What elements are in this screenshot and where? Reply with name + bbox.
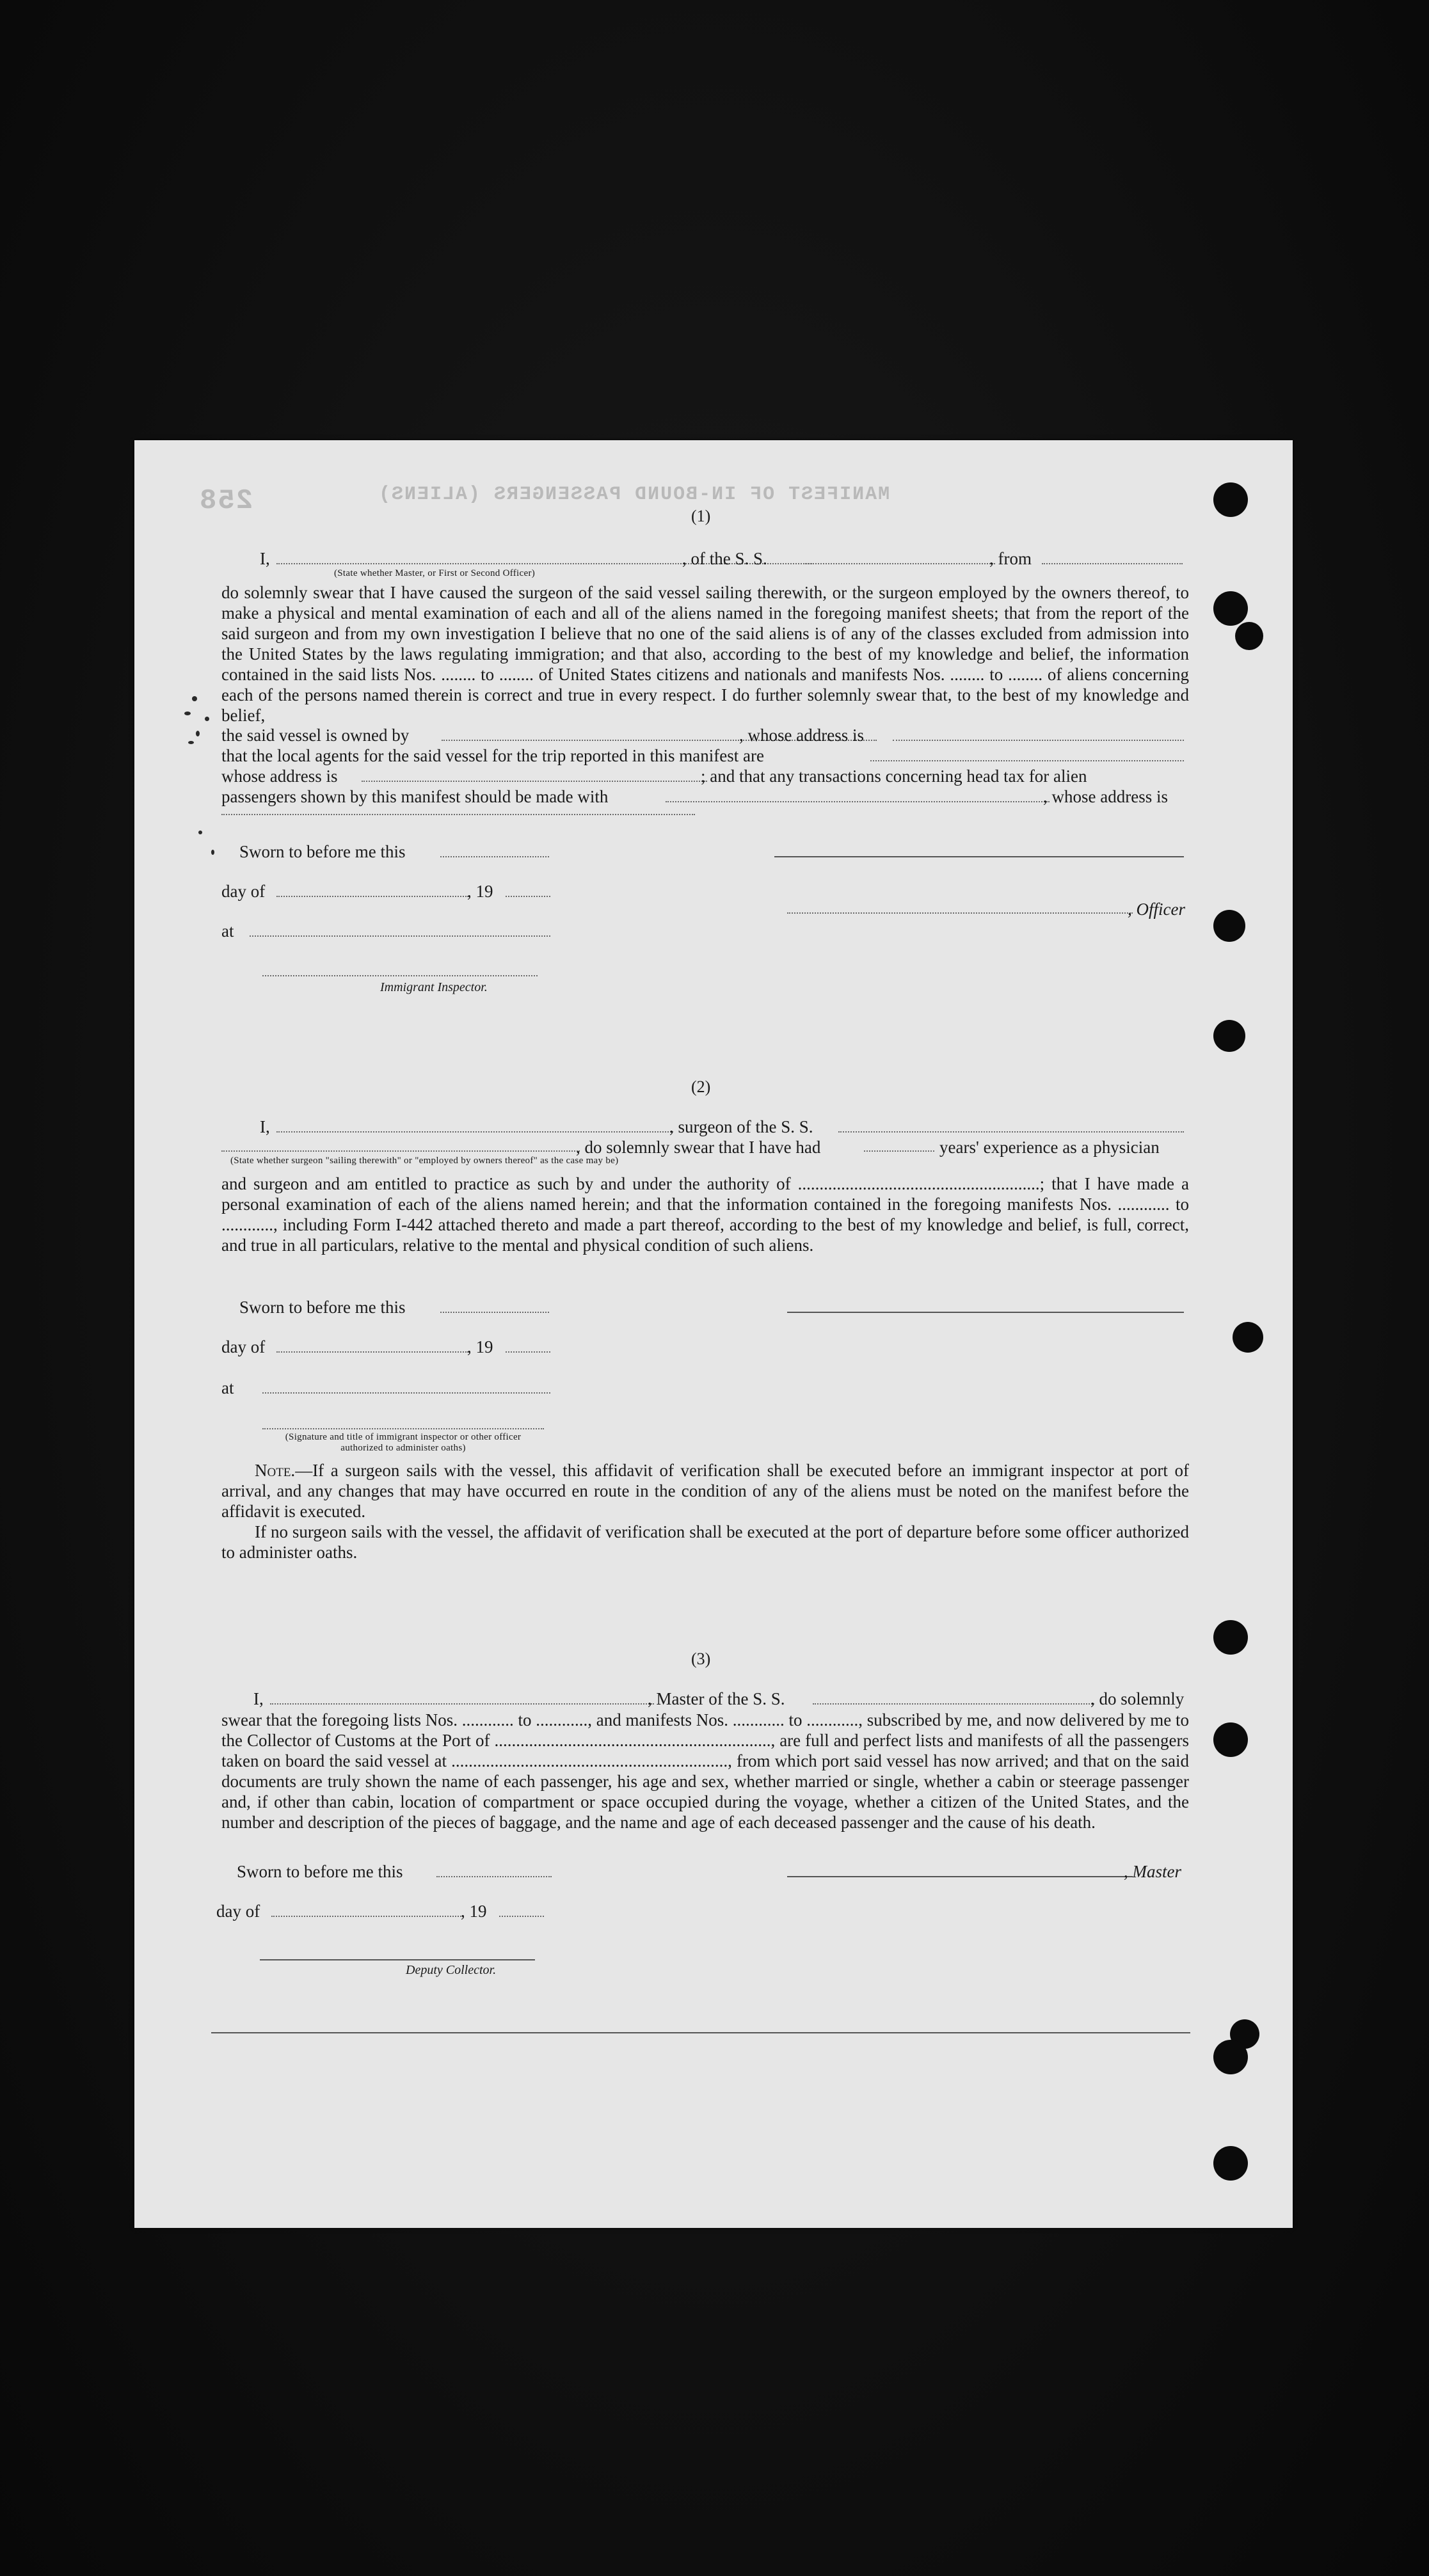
- note-text-2: If no surgeon sails with the vessel, the affidavit of verification shall be executed at the port of departure before some officer authorized to administer oaths.: [221, 1522, 1189, 1562]
- deputy-collector-caption: Deputy Collector.: [406, 1963, 497, 1977]
- at-label: at: [221, 921, 234, 941]
- surgeon-signature-line: [787, 1312, 1184, 1313]
- punch-hole: [1213, 1020, 1245, 1052]
- officer-signature-line: [774, 856, 1184, 857]
- year-label: , 19: [467, 1337, 493, 1356]
- inspector-caption: Immigrant Inspector.: [380, 980, 488, 994]
- year-label: , 19: [461, 1902, 487, 1921]
- at-blank: [262, 1392, 550, 1394]
- year-blank: [506, 896, 550, 897]
- surgeon-capacity-blank: [221, 1150, 580, 1152]
- agent-address-blank: [362, 781, 707, 782]
- years-experience-label: years' experience as a physician: [939, 1138, 1160, 1157]
- oath-line-i: I,: [260, 549, 270, 568]
- local-agents-label: that the local agents for the said vessel for the trip reported in this manifest are: [221, 746, 764, 765]
- section-number: (2): [691, 1077, 711, 1096]
- affidavit-page: [134, 440, 1293, 2228]
- punch-hole: [1213, 591, 1248, 626]
- section2-body: and surgeon and am entitled to practice as such by and under the authority of ........................................................; that I have made a personal examination of each of the aliens named herein; and that the information contained in the foregoing manifests Nos. ............ to ............, including Form I-442 attached thereto and made a part thereof, according to the best of my knowledge and belief, is full, correct, and true in all particulars, relative to the mental and physical condition of such aliens.: [221, 1174, 1189, 1255]
- section-number: (1): [691, 507, 711, 525]
- vessel-name-blank: [803, 563, 995, 564]
- punch-hole: [1213, 1722, 1248, 1757]
- note-label: Note.: [255, 1461, 296, 1480]
- officer-label: , Officer: [1128, 900, 1185, 919]
- day-of-label: day of: [221, 1337, 266, 1356]
- year-label: , 19: [467, 882, 493, 901]
- administering-officer-caption: (Signature and title of immigrant inspector or other officer authorized to administer oaths): [285, 1432, 522, 1453]
- bleed-through-header: MANIFEST OF IN-BOUND PASSENGERS (ALIENS): [378, 484, 890, 505]
- master-name-blank: [270, 1703, 654, 1705]
- surgeon-capacity-caption: (State whether surgeon "sailing therewith" or "employed by owners thereof" as the case may be): [230, 1156, 619, 1166]
- punch-hole: [1213, 482, 1248, 517]
- day-of-blank: [276, 1351, 468, 1353]
- ink-speck: [211, 850, 214, 855]
- officer-title-blank: [787, 912, 1133, 914]
- year-blank: [506, 1351, 550, 1353]
- do-solemnly-label: , do solemnly: [1090, 1689, 1185, 1708]
- punch-hole: [1235, 622, 1263, 650]
- day-of-blank: [271, 1916, 463, 1917]
- day-of-blank: [276, 896, 468, 897]
- year-blank: [499, 1916, 544, 1917]
- sworn-label: Sworn to before me this: [239, 1298, 406, 1317]
- surgeon-name-blank: [276, 1131, 673, 1133]
- master-label: , Master: [1124, 1862, 1181, 1881]
- inspector-signature-blank: [262, 975, 538, 976]
- oath-line-i: I,: [253, 1689, 264, 1708]
- whose-address-label-2: whose address is: [221, 767, 338, 786]
- passengers-shown-label: passengers shown by this manifest should be made with: [221, 787, 609, 806]
- whose-address-label: , whose address is: [739, 726, 864, 745]
- ink-speck: [196, 731, 200, 736]
- master-caption: (State whether Master, or First or Second Officer): [334, 568, 536, 578]
- punch-hole: [1213, 2146, 1248, 2181]
- punch-hole: [1233, 1322, 1263, 1353]
- sworn-label: Sworn to before me this: [239, 842, 406, 861]
- note-paragraph: [221, 1460, 1189, 1522]
- sworn-date-blank: [436, 1876, 552, 1877]
- whose-address-label-3: , whose address is: [1043, 787, 1168, 806]
- ink-speck: [192, 696, 197, 701]
- of-ss-label: , of the S. S.: [682, 549, 767, 568]
- from-label: , from: [989, 549, 1032, 568]
- head-tax-agent-blank: [666, 801, 1050, 802]
- master-vessel-blank: [813, 1703, 1094, 1705]
- section3-body: swear that the foregoing lists Nos. ............ to ............, and manifests Nos. ............ to ............, subscribed by me, and now delivered by me to the Collector of Customs at the Port of ................................................................, are full and perfect lists and manifests of all the passengers taken on board the said vessel at ................................................................, from which port said vessel has now arrived; and that on the said documents are truly shown the name of each passenger, his age and sex, whether married or single, whether a cabin or steerage passenger and, if other than cabin, location of compartment or space occupied during the voyage, whether a citizen of the United States, and the number and description of the pieces of baggage, and the name and age of each deceased passenger and the cause of his death.: [221, 1710, 1189, 1832]
- at-blank: [250, 935, 550, 937]
- deputy-collector-signature-line: [260, 1959, 535, 1960]
- local-agents-blank: [870, 760, 1184, 761]
- sworn-label: Sworn to before me this: [237, 1862, 403, 1881]
- master-of-label: , Master of the S. S.: [648, 1689, 785, 1708]
- from-blank: [1042, 563, 1183, 564]
- swear-had-label: , do solemnly swear that I have had: [576, 1138, 821, 1157]
- head-tax-address-blank: [221, 814, 695, 815]
- ink-speck: [184, 712, 191, 715]
- section-number: (3): [691, 1650, 711, 1668]
- note-paragraph-2: [221, 1522, 1189, 1562]
- sworn-date-blank: [440, 856, 549, 857]
- surgeon-of-label: , surgeon of the S. S.: [669, 1117, 813, 1136]
- day-of-label: day of: [221, 882, 266, 901]
- bottom-rule: [211, 2032, 1190, 2033]
- oath-line-i: I,: [260, 1117, 270, 1136]
- ink-speck: [205, 717, 209, 721]
- administering-officer-blank: [262, 1428, 544, 1429]
- owner-address-blank: [893, 740, 1184, 741]
- master-signature-line: [787, 1876, 1133, 1877]
- owned-by-label: the said vessel is owned by: [221, 726, 410, 745]
- surgeon-vessel-blank: [838, 1131, 1184, 1133]
- years-blank: [864, 1150, 934, 1152]
- sworn-date-blank: [440, 1312, 549, 1313]
- head-tax-label: ; and that any transactions concerning head tax for alien: [701, 767, 1087, 786]
- punch-hole: [1213, 1620, 1248, 1655]
- bleed-through-page-number: 258: [198, 485, 253, 517]
- punch-hole: [1213, 2040, 1248, 2074]
- ink-speck: [198, 831, 202, 834]
- at-label: at: [221, 1378, 234, 1397]
- ink-speck: [188, 741, 194, 744]
- day-of-label: day of: [216, 1902, 260, 1921]
- punch-hole: [1213, 910, 1245, 942]
- section1-body: do solemnly swear that I have caused the surgeon of the said vessel sailing therewith, or the surgeon employed by the owners thereof, to make a physical and mental examination of each and all of the aliens named in the foregoing manifest sheets; that from the report of the said surgeon and from my own investigation I believe that no one of the said aliens is of any of the classes excluded from admission into the United States by the laws regulating immigration; and that also, according to the best of my knowledge and belief, the information contained in the said lists Nos. ........ to ........ of United States citizens and nationals and manifests Nos. ........ to ........ of aliens concerning each of the persons named therein is correct and true in every respect. I do further solemnly swear that, to the best of my knowledge and belief,: [221, 583, 1189, 725]
- note-text: —If a surgeon sails with the vessel, this affidavit of verification shall be executed before an immigrant inspector at port of arrival, and any changes that may have occurred en route in the condition of any of the aliens must be noted on the manifest before the affidavit is executed.: [221, 1461, 1189, 1521]
